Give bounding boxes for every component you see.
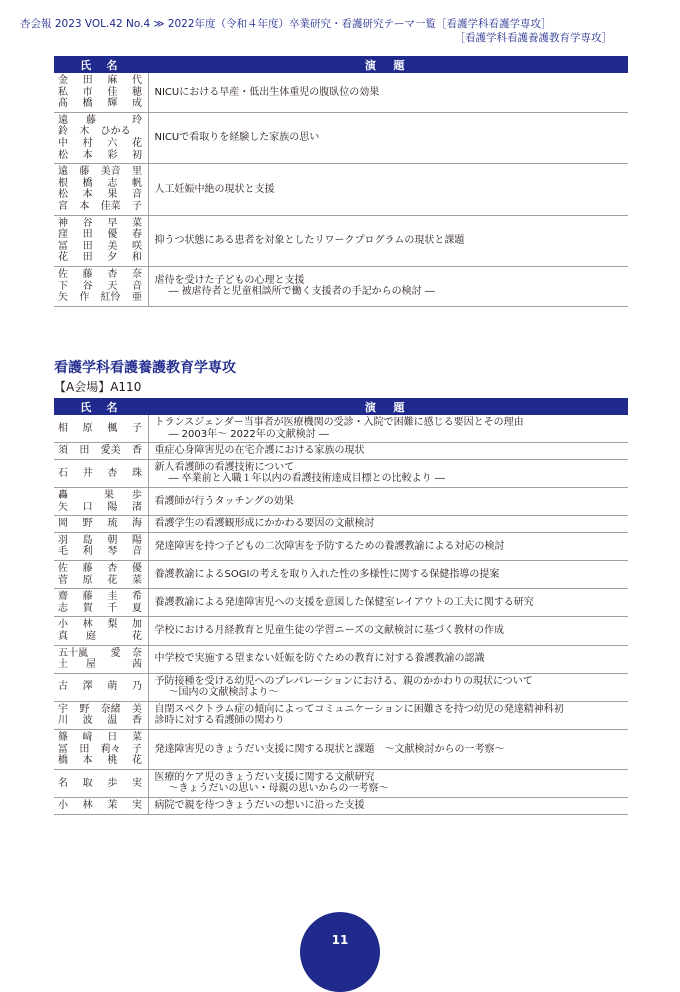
student-name: 志 賀 千 夏 — [58, 602, 142, 614]
table-row — [54, 589, 628, 617]
running-header: 杏会報 2023 VOL.42 No.4 ≫ 2022年度（令和４年度）卒業研究・看護研究テーマ一覧［看護学科看護学専攻］ — [20, 18, 552, 30]
table-row — [54, 415, 628, 443]
subtitle-line: 診時に対する看護師の関わり — [154, 715, 285, 727]
student-names — [54, 798, 148, 815]
title-line: 自閉スペクトラム症の傾向によってコミュニケーションに困難さを持つ幼児の発達精神科初 — [154, 703, 564, 715]
student-names — [54, 266, 148, 306]
student-name: 石 井 杏 珠 — [58, 467, 142, 479]
title-line: 抑うつ状態にある患者を対象としたリワークプログラムの現状と課題 — [154, 234, 465, 246]
research-title — [148, 415, 628, 443]
student-name: 真 庭 花 — [58, 630, 142, 642]
student-name: 佐 藤 杏 優 — [58, 562, 142, 574]
student-names — [54, 73, 148, 112]
student-names — [54, 560, 148, 588]
research-title — [148, 560, 628, 588]
student-names — [54, 459, 148, 487]
research-title — [148, 769, 628, 797]
research-title — [148, 215, 628, 266]
research-title — [148, 532, 628, 560]
title-line: 養護教諭によるSOGIの考えを取り入れた性の多様性に関する保健指導の提案 — [154, 568, 500, 580]
student-name: 矢 作 紅怜 亜 — [58, 292, 142, 304]
subtitle-line: ～国内の文献検討より～ — [168, 687, 279, 699]
student-name: 私 市 佳 穂 — [58, 86, 142, 98]
subtitle-line: ― 卒業前と入職１年以内の看護技術達成目標との比較より ― — [168, 473, 445, 485]
student-name: 花 田 夕 和 — [58, 252, 142, 264]
table-row — [54, 215, 628, 266]
research-title — [148, 589, 628, 617]
student-name: 古 澤 萌 乃 — [58, 681, 142, 693]
table-row — [54, 487, 628, 515]
column-header-title: 演題 — [148, 398, 628, 415]
student-name: 土 屋 茜 — [58, 659, 142, 671]
title-line: 病院で親を待つきょうだいの想いに沿った支援 — [154, 800, 365, 812]
student-name: 宮 本 佳菜 子 — [58, 200, 142, 212]
student-names — [54, 516, 148, 533]
student-names — [54, 701, 148, 729]
student-name: 橋 本 桃 花 — [58, 755, 142, 767]
title-line: NICUで看取りを経験した家族の思い — [154, 132, 320, 144]
page-number: 11 — [300, 912, 380, 992]
table-row — [54, 560, 628, 588]
student-names — [54, 215, 148, 266]
student-name: 羽 島 朝 陽 — [58, 534, 142, 546]
student-names — [54, 164, 148, 215]
research-title — [148, 487, 628, 515]
table-row — [54, 73, 628, 112]
research-title — [148, 516, 628, 533]
title-line: 予防接種を受ける幼児へのプレパレーションにおける、親のかかわりの現状について — [154, 675, 533, 687]
student-name: 篠 﨑 日 菜 — [58, 732, 142, 744]
table-row — [54, 164, 628, 215]
title-line: 医療的ケア児のきょうだい支援に関する文献研究 — [154, 771, 375, 783]
student-name: 冨 田 美 咲 — [58, 240, 142, 252]
student-name: 金 田 麻 代 — [58, 75, 142, 86]
title-line: 中学校で実施する望まない妊娠を防ぐための教育に対する養護教諭の認識 — [154, 653, 485, 665]
student-name: 松 本 果 音 — [58, 189, 142, 201]
student-names — [54, 645, 148, 673]
student-name: 矢 口 陽 渚 — [58, 501, 142, 513]
title-line: NICUにおける早産・低出生体重児の腹臥位の効果 — [154, 86, 380, 98]
research-title — [148, 701, 628, 729]
student-name: 相 原 楓 子 — [58, 422, 142, 434]
student-names — [54, 415, 148, 443]
column-header-title: 演題 — [148, 56, 628, 73]
student-name: 名 取 歩 実 — [58, 777, 142, 789]
subtitle-line: ― 被虐待者と児童相談所で働く支援者の手記からの検討 ― — [168, 286, 435, 298]
research-title — [148, 673, 628, 701]
student-names — [54, 673, 148, 701]
running-header-sub: ［看護学科看護養護教育学専攻］ — [454, 32, 612, 44]
student-names — [54, 112, 148, 163]
research-title — [148, 617, 628, 645]
table-row — [54, 673, 628, 701]
table-row — [54, 459, 628, 487]
student-names — [54, 617, 148, 645]
table-row — [54, 443, 628, 460]
title-line: 人工妊娠中絶の現状と支援 — [154, 183, 275, 195]
student-name: 松 本 彩 初 — [58, 149, 142, 161]
research-title — [148, 645, 628, 673]
research-title — [148, 730, 628, 770]
title-line: 虐待を受けた子どもの心理と支援 — [154, 274, 305, 286]
student-name: 神 谷 早 菜 — [58, 217, 142, 229]
table-row — [54, 112, 628, 163]
student-name: 髙 橋 輝 成 — [58, 98, 142, 110]
student-name: 根 橋 志 帆 — [58, 177, 142, 189]
title-line: 新人看護師の看護技術について — [154, 461, 295, 473]
title-line: 発達障害を持つ子どもの二次障害を予防するための養護教諭による対応の検討 — [154, 540, 505, 552]
research-title — [148, 164, 628, 215]
column-header-names: 氏名 — [54, 398, 148, 415]
title-line: 学校における月経教育と児童生徒の学習ニーズの文献検討に基づく教材の作成 — [154, 625, 504, 637]
subtitle-line: ― 2003年～ 2022年の文献検討 ― — [168, 428, 329, 440]
student-name: 佐 藤 杏 奈 — [58, 268, 142, 280]
student-name: 遠 藤 美音 里 — [58, 166, 142, 178]
student-name: 須 田 愛美 香 — [58, 445, 142, 457]
title-line: 養護教諭による発達障害児への支援を意図した保健室レイアウトの工夫に関する研究 — [154, 596, 534, 608]
column-header-names: 氏名 — [54, 56, 148, 73]
title-line: 重症心身障害児の在宅介護における家族の現状 — [154, 445, 365, 457]
title-line: 発達障害児のきょうだい支援に関する現状と課題 ～文献検討からの一考察～ — [154, 743, 505, 755]
student-names — [54, 487, 148, 515]
student-name: 下 谷 天 音 — [58, 280, 142, 292]
student-name: 齋 藤 圭 希 — [58, 591, 142, 603]
table-row — [54, 516, 628, 533]
title-line: 看護師が行うタッチングの効果 — [154, 495, 294, 507]
student-name: 小 林 茉 実 — [58, 800, 142, 812]
table-row — [54, 532, 628, 560]
table-row — [54, 645, 628, 673]
student-names — [54, 730, 148, 770]
student-name: 鈴 木 ひかる — [58, 126, 131, 138]
student-name: 冨 田 莉々 子 — [58, 743, 142, 755]
title-line: トランスジェンダー当事者が医療機関の受診・入院で困難に感じる要因とその理由 — [154, 417, 524, 428]
student-names — [54, 589, 148, 617]
research-title — [148, 112, 628, 163]
student-name: 毛 利 琴 音 — [58, 546, 142, 558]
theme-table-school-nursing — [54, 398, 628, 815]
student-name: 宇 野 奈緒 美 — [58, 703, 142, 715]
student-name: 窪 田 優 春 — [58, 229, 142, 241]
table-row — [54, 701, 628, 729]
research-title — [148, 798, 628, 815]
student-name: 五十嵐 愛 奈 — [58, 647, 142, 659]
student-name: 遠 藤 玲 — [58, 114, 142, 126]
student-name: 中 村 六 花 — [58, 137, 142, 149]
theme-table-nursing — [54, 56, 628, 307]
table-row — [54, 798, 628, 815]
student-name: 岡 野 琉 海 — [58, 518, 142, 530]
student-name: 菅 原 花 菜 — [58, 574, 142, 586]
student-names — [54, 532, 148, 560]
research-title — [148, 459, 628, 487]
subtitle-line: ～きょうだいの思い・母親の思いからの一考察～ — [168, 783, 389, 795]
student-name: 轟 果 歩 — [58, 489, 142, 501]
student-names — [54, 443, 148, 460]
title-line: 看護学生の看護観形成にかかわる要因の文献検討 — [154, 518, 375, 530]
table-row — [54, 266, 628, 306]
research-title — [148, 73, 628, 112]
section-room: 【A会場】A110 — [54, 380, 142, 394]
section-title: 看護学科看護養護教育学専攻 — [54, 360, 236, 376]
research-title — [148, 266, 628, 306]
student-name: 川 波 温 香 — [58, 715, 142, 727]
student-names — [54, 769, 148, 797]
research-title — [148, 443, 628, 460]
table-row — [54, 617, 628, 645]
table-row — [54, 730, 628, 770]
student-name: 小 林 梨 加 — [58, 619, 142, 631]
table-row — [54, 769, 628, 797]
